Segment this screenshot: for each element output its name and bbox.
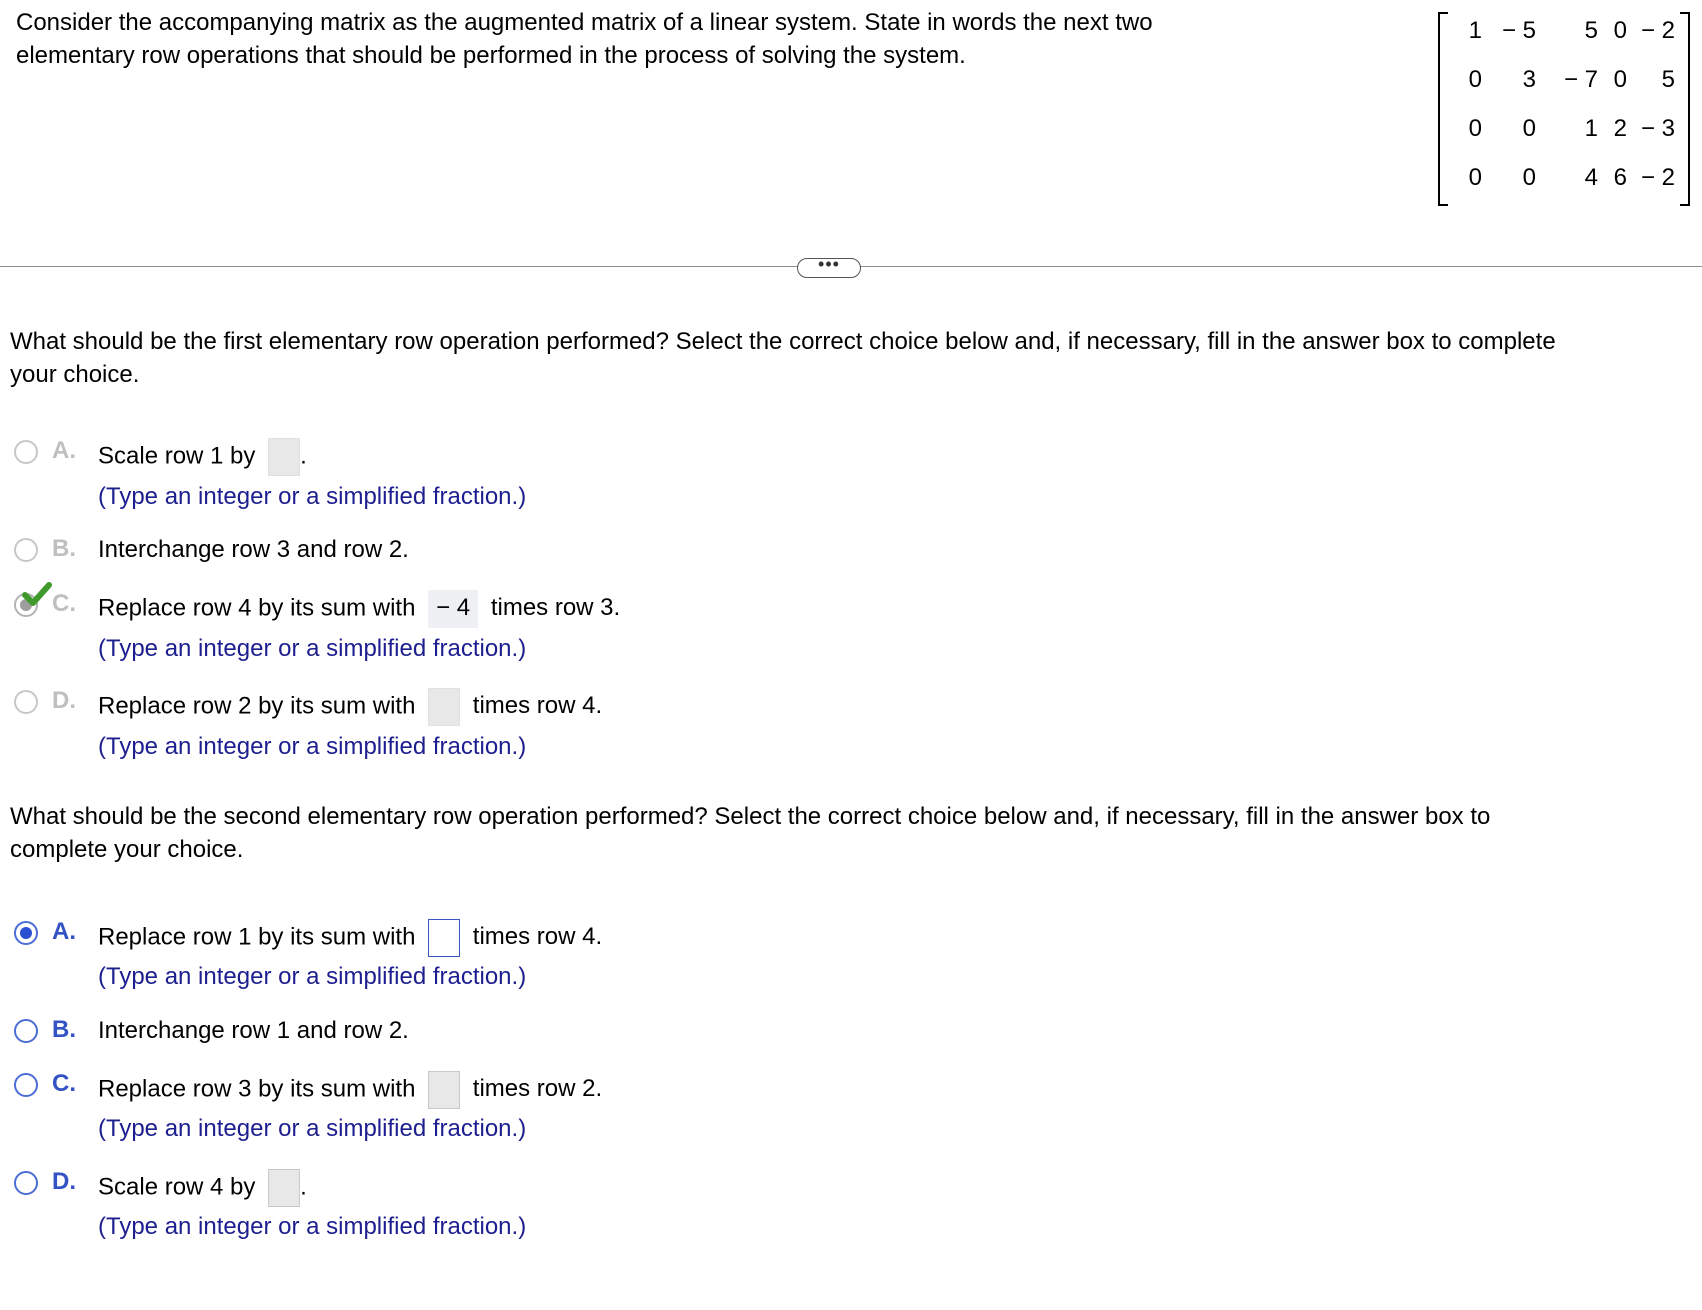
q1-option-a-radio[interactable] [14, 440, 38, 464]
matrix-cell: − 3 [1640, 115, 1675, 142]
matrix-cell: 4 [1584, 164, 1598, 191]
q1-option-b-letter: B. [52, 535, 76, 562]
q2-option-a-letter: A. [52, 918, 76, 945]
matrix-right-bracket [1680, 12, 1690, 206]
q2-option-b-text: Interchange row 1 and row 2. [98, 1017, 409, 1044]
question-1-prompt-line-1: What should be the first elementary row operation performed? Select the correct choice below and, if necessary, fill in the answer box to complete [10, 328, 1556, 355]
question-2-prompt-line-1: What should be the second elementary row operation performed? Select the correct choice below and, if necessary, fill in the answer box to [10, 803, 1491, 830]
q1-option-a-text: Scale row 1 by [98, 442, 256, 470]
matrix-cell: 0 [1468, 115, 1482, 142]
q1-option-b-text: Interchange row 3 and row 2. [98, 536, 409, 563]
q2-option-b-radio[interactable] [14, 1019, 38, 1043]
expand-more-button[interactable]: ••• [797, 258, 861, 278]
q1-option-a-letter: A. [52, 437, 76, 464]
matrix-cell: 0 [1613, 66, 1627, 93]
matrix-cell: − 5 [1501, 17, 1536, 44]
question-2-prompt-line-2: complete your choice. [10, 836, 244, 863]
matrix-cell: − 2 [1640, 164, 1675, 191]
q1-option-b-radio[interactable] [14, 538, 38, 562]
question-1-prompt [10, 325, 1690, 391]
correct-check-icon [22, 582, 52, 608]
augmented-matrix [1438, 12, 1690, 204]
q1-option-a-suffix: . [300, 442, 307, 470]
q2-option-c-text: Replace row 3 by its sum with [98, 1075, 416, 1103]
q2-option-d-answer-box[interactable] [268, 1169, 300, 1207]
q2-option-c-letter: C. [52, 1070, 76, 1097]
matrix-cell: − 2 [1640, 17, 1675, 44]
q1-option-c-text: Replace row 4 by its sum with [98, 594, 416, 622]
q1-option-c-answer-box[interactable]: − 4 [428, 590, 478, 628]
q1-option-d-letter: D. [52, 687, 76, 714]
matrix-cell: 0 [1468, 66, 1482, 93]
matrix-cell: 0 [1468, 164, 1482, 191]
q2-option-c-hint: (Type an integer or a simplified fraction.) [98, 1115, 527, 1142]
q2-option-c-suffix: times row 2. [472, 1075, 603, 1103]
question-2-prompt [10, 800, 1690, 866]
matrix-cell: 2 [1613, 115, 1627, 142]
q2-option-a-hint: (Type an integer or a simplified fraction.) [98, 963, 527, 990]
q2-option-d-letter: D. [52, 1168, 76, 1195]
q2-option-d [98, 1169, 307, 1207]
matrix-cell: 0 [1522, 115, 1536, 142]
q1-option-d-radio[interactable] [14, 690, 38, 714]
q2-option-a [98, 919, 602, 957]
q1-option-d-hint: (Type an integer or a simplified fraction.) [98, 733, 527, 760]
matrix-cell: 5 [1661, 66, 1675, 93]
matrix-cell: 1 [1584, 115, 1598, 142]
q1-option-c-letter: C. [52, 590, 76, 617]
q1-option-a-answer-box[interactable] [268, 438, 300, 476]
problem-statement [16, 6, 1266, 72]
q2-option-c-radio[interactable] [14, 1073, 38, 1097]
problem-line-2: elementary row operations that should be performed in the process of solving the system. [16, 42, 966, 69]
question-1-prompt-line-2: your choice. [10, 361, 140, 388]
q2-option-c [98, 1071, 602, 1109]
q2-option-a-answer-box[interactable] [428, 919, 460, 957]
q1-option-d-answer-box[interactable] [428, 688, 460, 726]
matrix-cell: 5 [1584, 17, 1598, 44]
matrix-cell: 0 [1613, 17, 1627, 44]
q1-option-c-suffix: times row 3. [490, 594, 621, 622]
q2-option-d-text: Scale row 4 by [98, 1173, 256, 1201]
q1-option-c [98, 590, 620, 628]
matrix-cell: − 7 [1563, 66, 1598, 93]
q2-option-a-text: Replace row 1 by its sum with [98, 923, 416, 951]
q1-option-d-text: Replace row 2 by its sum with [98, 692, 416, 720]
q2-option-d-hint: (Type an integer or a simplified fraction.) [98, 1213, 527, 1240]
q2-option-a-suffix: times row 4. [472, 923, 603, 951]
q2-option-b-letter: B. [52, 1016, 76, 1043]
q2-option-d-radio[interactable] [14, 1171, 38, 1195]
q2-option-c-answer-box[interactable] [428, 1071, 460, 1109]
problem-line-1: Consider the accompanying matrix as the augmented matrix of a linear system. State in words the next two [16, 9, 1153, 36]
q1-option-a-hint: (Type an integer or a simplified fraction.) [98, 483, 527, 510]
q1-option-d-suffix: times row 4. [472, 692, 603, 720]
q2-option-a-radio[interactable] [14, 921, 38, 945]
matrix-cell: 6 [1613, 164, 1627, 191]
q1-option-c-hint: (Type an integer or a simplified fraction.) [98, 635, 527, 662]
q1-option-a [98, 438, 307, 476]
q2-option-d-suffix: . [300, 1173, 307, 1201]
matrix-cell: 1 [1468, 17, 1482, 44]
matrix-cell: 3 [1522, 66, 1536, 93]
q1-option-d [98, 688, 602, 726]
matrix-cell: 0 [1522, 164, 1536, 191]
